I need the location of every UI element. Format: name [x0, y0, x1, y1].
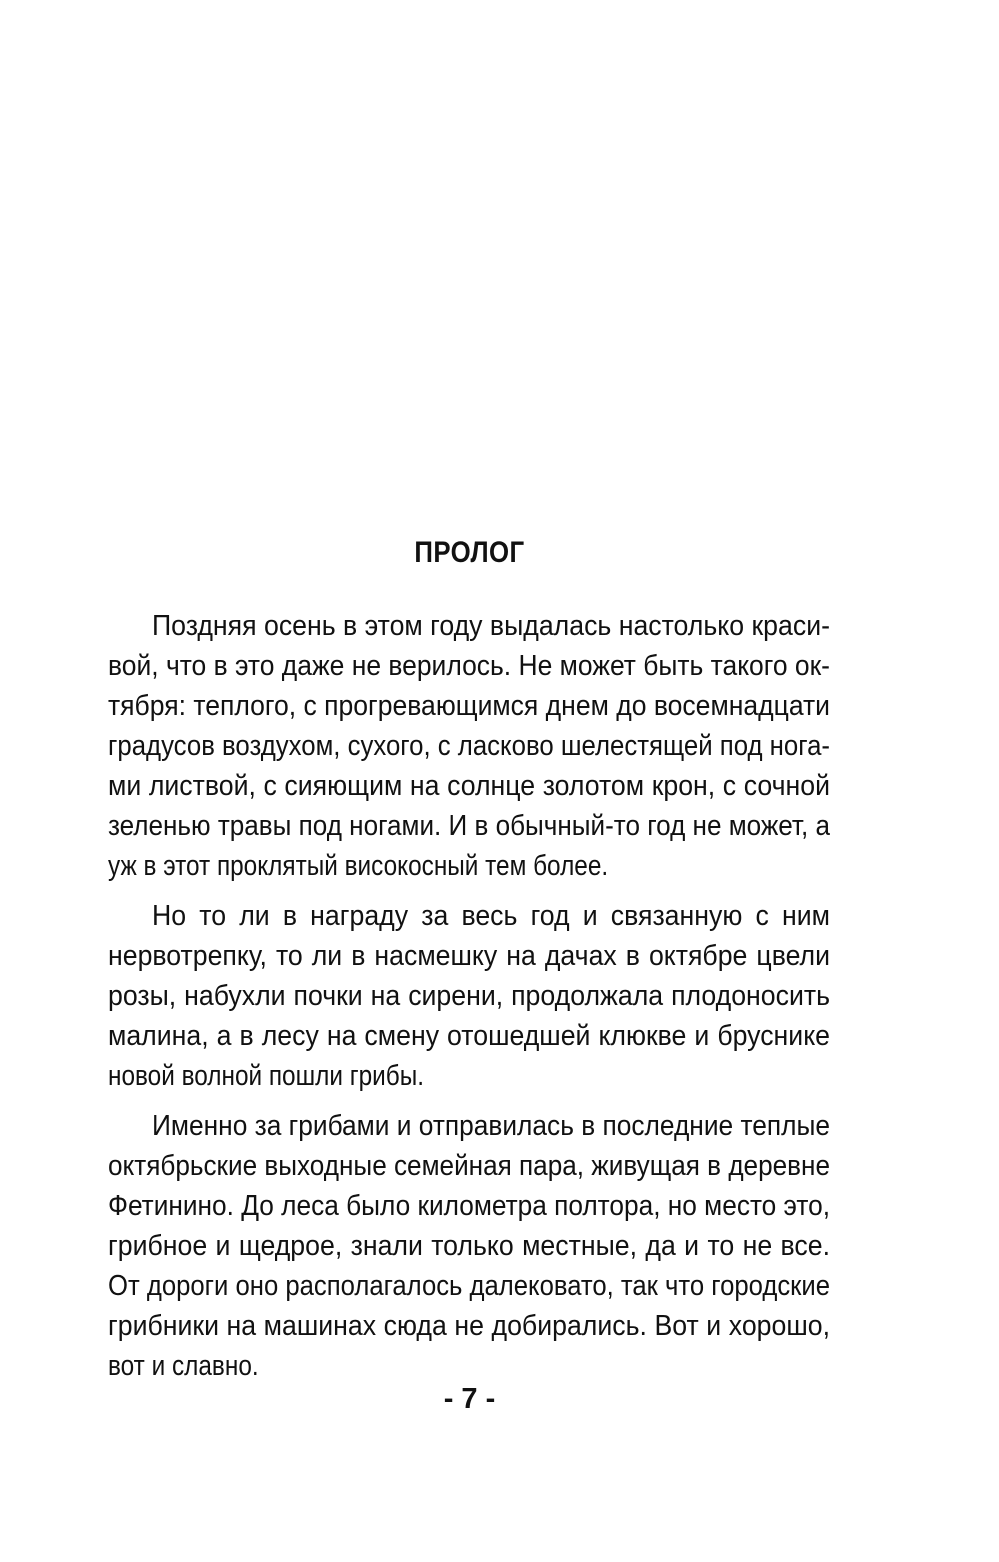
text-line-content: вой, что в это даже не верилось. Не может быть такого ок-: [108, 650, 830, 682]
text-line: [108, 1306, 830, 1346]
chapter-body: [108, 606, 830, 1396]
text-line: [108, 1146, 830, 1186]
text-line-content: грибники на машинах сюда не добирались. Вот и хорошо,: [108, 1310, 830, 1342]
text-line-content: малина, а в лесу на смену отошедшей клюкве и бруснике: [108, 1020, 830, 1052]
text-line-content: грибное и щедрое, знали только местные, да и то не все.: [108, 1230, 830, 1262]
text-line-content: нервотрепку, то ли в насмешку на дачах в октябре цвели: [108, 940, 830, 972]
text-line-content: октябрьские выходные семейная пара, живущая в деревне: [108, 1150, 830, 1182]
text-line: [108, 1186, 830, 1226]
text-line: [108, 936, 830, 976]
text-line: [108, 1266, 830, 1306]
text-line-content: новой волной пошли грибы.: [108, 1060, 425, 1092]
text-line: [108, 726, 830, 766]
text-line: [108, 1056, 830, 1096]
text-line: [108, 846, 830, 886]
text-line-content: Именно за грибами и отправилась в последние теплые: [152, 1110, 830, 1142]
text-line: [108, 606, 830, 646]
text-line: [108, 686, 830, 726]
text-line: [108, 976, 830, 1016]
text-line-content: зеленью травы под ногами. И в обычный-то год не может, а: [108, 810, 830, 842]
paragraph: [108, 1106, 830, 1386]
text-line: [108, 1016, 830, 1056]
text-line: [108, 1226, 830, 1266]
text-line-content: тября: теплого, с прогревающимся днем до восемнадцати: [108, 690, 830, 722]
text-line-content: вот и славно.: [108, 1350, 259, 1382]
paragraph: [108, 606, 830, 886]
paragraph: [108, 896, 830, 1096]
text-line: [108, 896, 830, 936]
text-line-content: От дороги оно располагалось далековато, так что городские: [108, 1270, 830, 1302]
text-line: [108, 1106, 830, 1146]
text-line-content: градусов воздухом, сухого, с ласково шелестящей под нога-: [108, 730, 830, 762]
text-line-content: ми листвой, с сияющим на солнце золотом крон, с сочной: [108, 770, 830, 802]
chapter-title: ПРОЛОГ: [414, 536, 525, 569]
text-line-content: Но то ли в награду за весь год и связанную с ним: [152, 900, 830, 932]
text-line: [108, 1346, 830, 1386]
text-line: [108, 766, 830, 806]
text-line-content: розы, набухли почки на сирени, продолжала плодоносить: [108, 980, 830, 1012]
page-number: - 7 -: [443, 1383, 496, 1415]
text-line: [108, 646, 830, 686]
text-line-content: уж в этот проклятый високосный тем более.: [108, 850, 609, 882]
text-line: [108, 806, 830, 846]
text-line-content: Поздняя осень в этом году выдалась настолько краси-: [152, 610, 830, 642]
text-line-content: Фетинино. До леса было километра полтора, но место это,: [108, 1190, 830, 1222]
